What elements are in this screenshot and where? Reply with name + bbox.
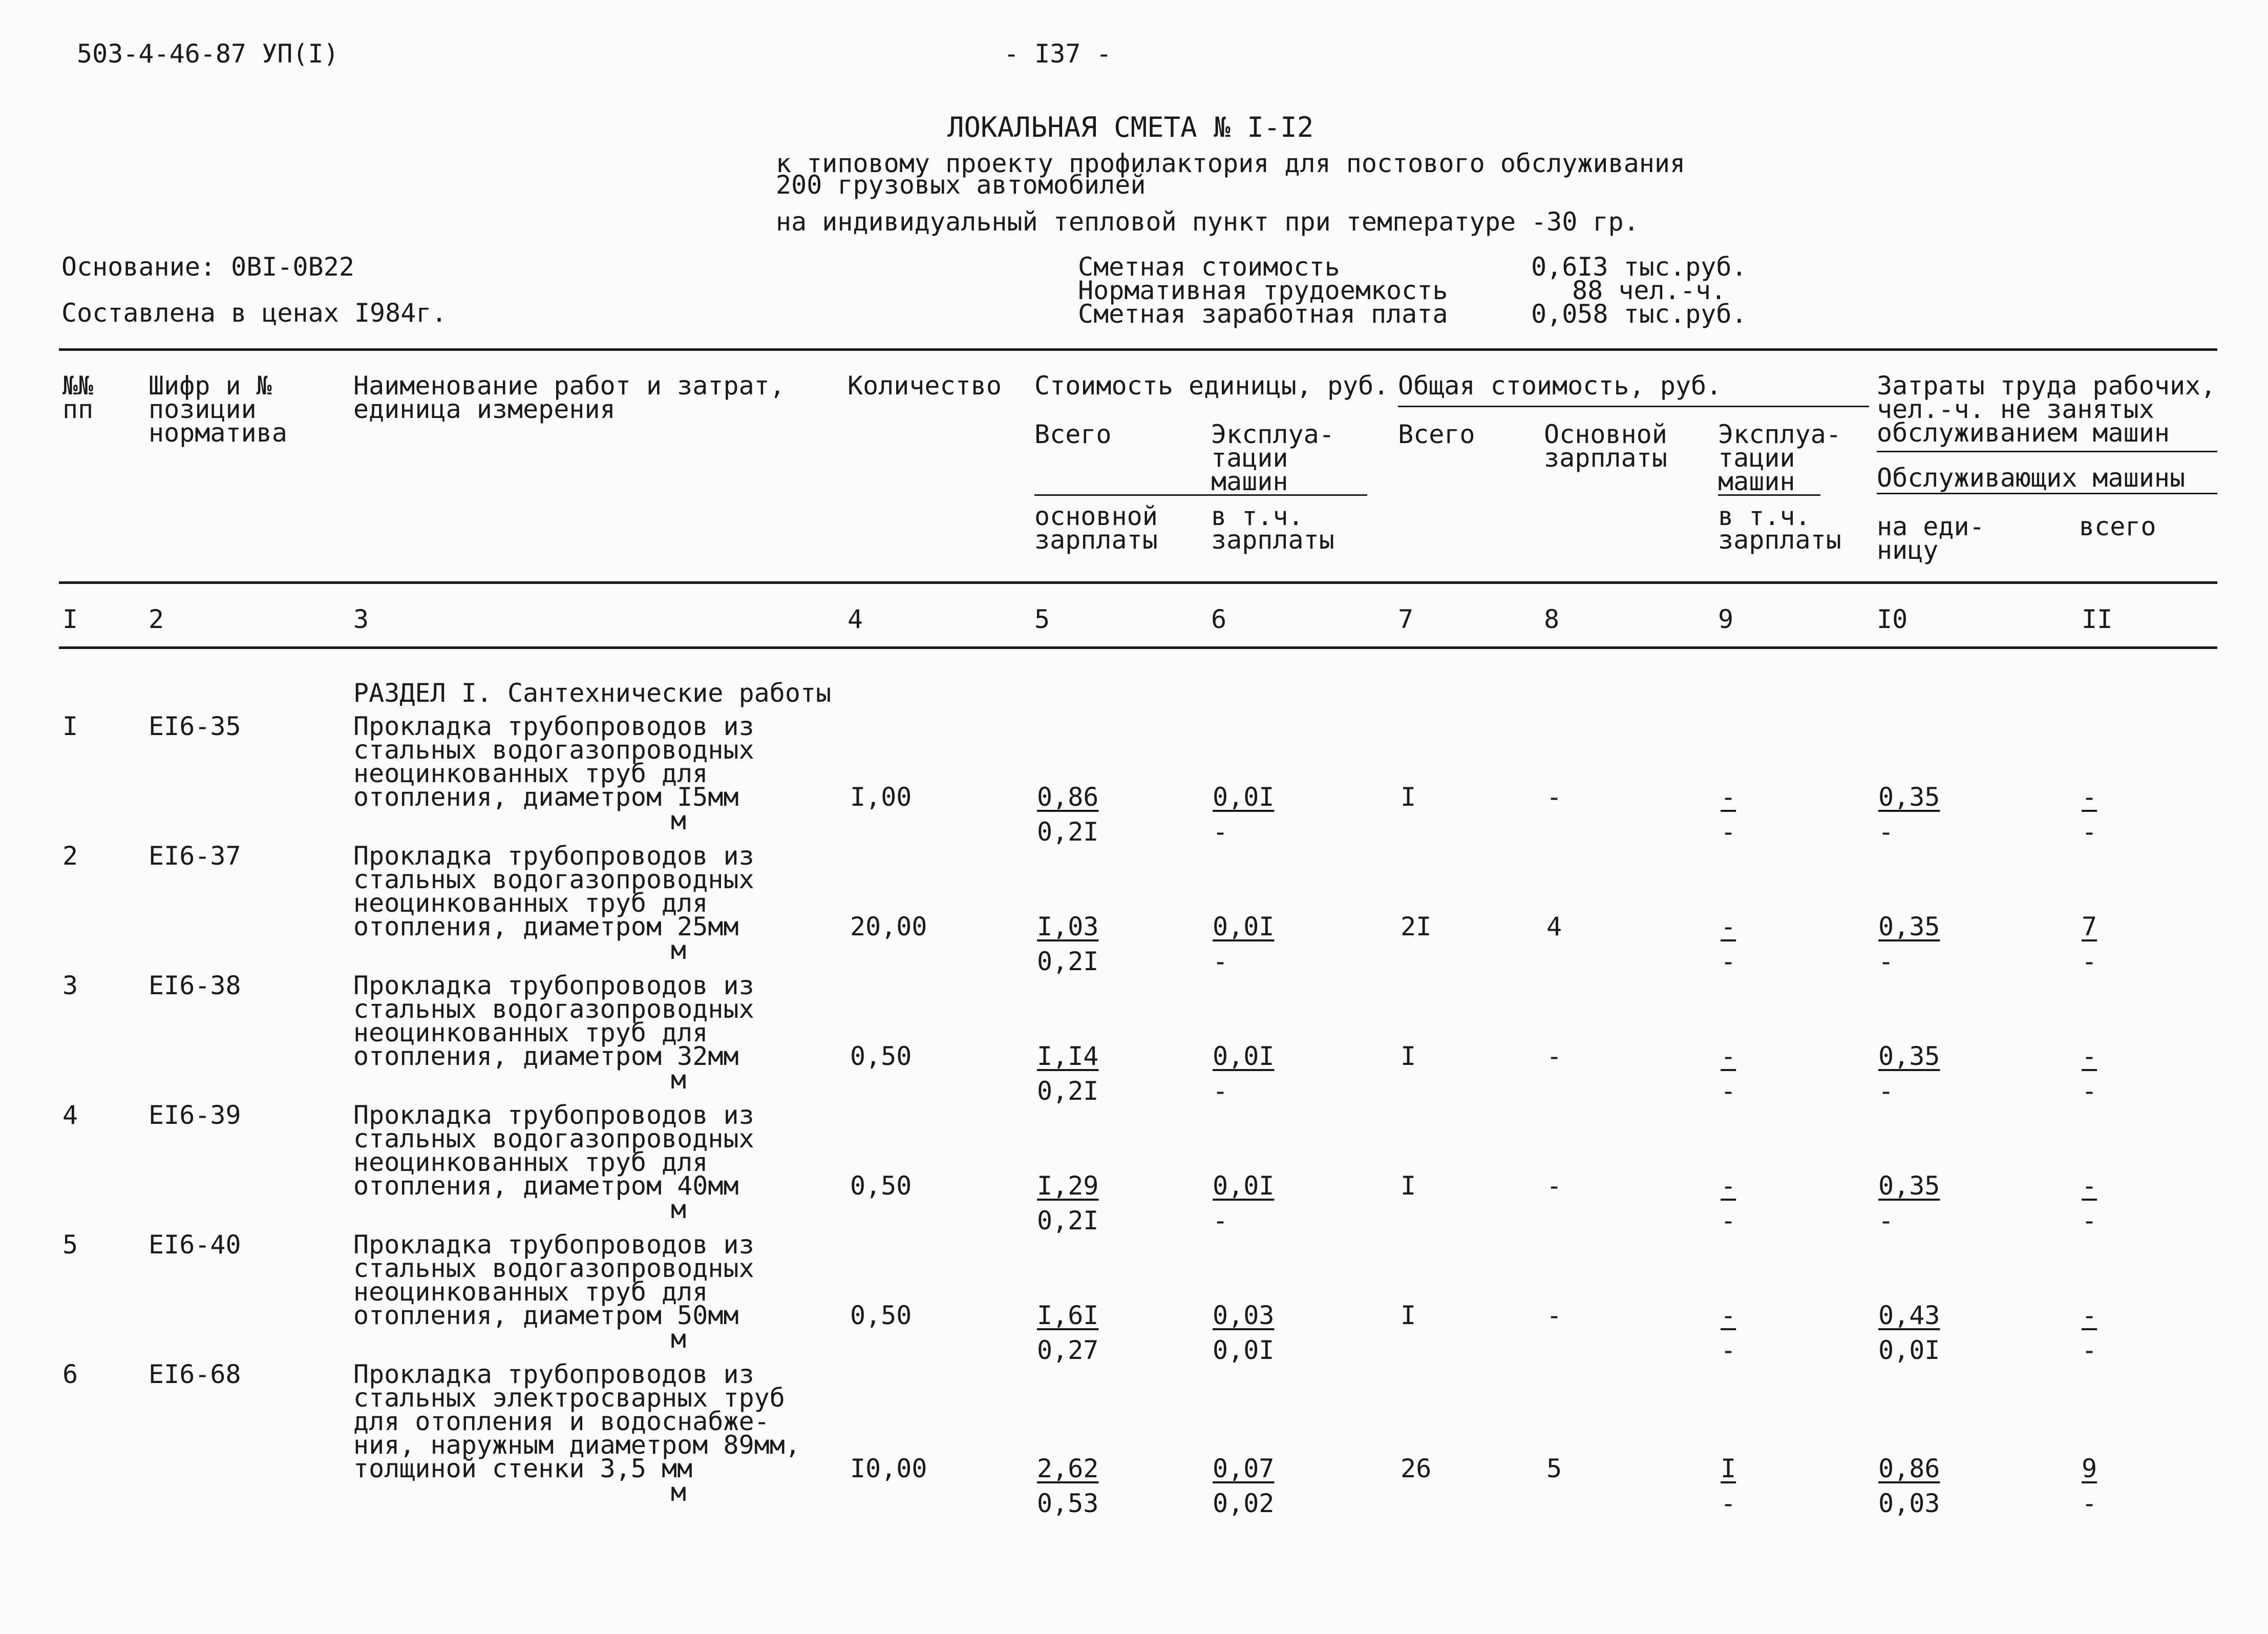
prices-text: Составлена в ценах I984г. <box>61 298 447 328</box>
col-header-labor-total: всего <box>2079 512 2156 541</box>
row-unit-machine-wage: 0,02 <box>1213 1489 1275 1518</box>
section-title: РАЗДЕЛ I. Сантехнические работы <box>353 678 832 708</box>
row-labor-unit-serving: 0,0I <box>1878 1335 1940 1365</box>
row-description-line: Прокладка трубопроводов из <box>353 841 754 871</box>
row-total: I <box>1401 782 1416 812</box>
row-description-line: отопления, диаметром 32мм <box>353 1041 739 1071</box>
col-header-total-wage: Основной зарплаты <box>1544 420 1667 473</box>
row-number: 5 <box>62 1230 78 1260</box>
title-line-3: на индивидуальный тепловой пункт при температуре -30 гр. <box>776 207 1639 237</box>
row-description-line: отопления, диаметром 50мм <box>353 1301 739 1330</box>
row-description-line: стальных водогазопроводных <box>353 994 754 1024</box>
header-rule-total-cost <box>1398 406 1869 407</box>
row-unit-machine-wage: - <box>1213 1076 1228 1106</box>
row-labor-unit-serving: 0,03 <box>1878 1489 1940 1518</box>
col-header-number: №№ пп <box>62 371 94 424</box>
row-unit-total: 0,86 <box>1037 782 1099 812</box>
row-unit: м <box>670 806 686 835</box>
wage-label: Сметная заработная плата <box>1078 299 1448 329</box>
row-unit: м <box>670 1324 686 1354</box>
row-total-wage: 4 <box>1546 912 1562 941</box>
row-unit-wage: 0,2I <box>1037 1076 1099 1106</box>
row-description-line: неоцинкованных труб для <box>353 888 708 918</box>
row-description-line: неоцинкованных труб для <box>353 1277 708 1307</box>
row-total: I <box>1401 1301 1416 1330</box>
table-top-rule <box>59 348 2217 351</box>
page-number: - I37 - <box>1004 39 1112 69</box>
col-num-3: 3 <box>353 604 369 634</box>
row-unit: м <box>670 1477 686 1507</box>
cost-value: 0,6I3 тыс.руб. <box>1531 252 1747 282</box>
row-labor-total-serving: - <box>2082 1489 2097 1518</box>
row-labor-total: - <box>2082 782 2097 812</box>
row-description <box>353 1359 800 1483</box>
row-unit-machine-wage: - <box>1213 947 1228 976</box>
row-unit-wage: 0,27 <box>1037 1335 1099 1365</box>
row-unit-total: I,6I <box>1037 1301 1099 1330</box>
row-code: EI6-37 <box>149 841 241 871</box>
col-num-11: II <box>2082 604 2113 634</box>
row-unit-machines: 0,0I <box>1213 912 1275 941</box>
row-labor-total-serving: - <box>2082 1206 2097 1235</box>
row-description-line: Прокладка трубопроводов из <box>353 1100 754 1130</box>
row-unit-machine-wage: - <box>1213 817 1228 847</box>
row-labor-unit-serving: - <box>1878 817 1894 847</box>
col-header-total-machine-wage: в т.ч. зарплаты <box>1718 501 1841 555</box>
col-header-unit-machines: Эксплуа- тации машин <box>1211 420 1334 496</box>
row-labor-unit-serving: - <box>1878 947 1894 976</box>
row-description-line: ния, наружным диаметром 89мм, <box>353 1430 800 1460</box>
row-total-machines: - <box>1721 1301 1736 1330</box>
row-labor-unit-serving: - <box>1878 1076 1894 1106</box>
row-number: 6 <box>62 1359 78 1389</box>
row-total-machines: - <box>1721 912 1736 941</box>
row-quantity: 0,50 <box>850 1301 912 1330</box>
row-labor-unit: 0,86 <box>1878 1454 1940 1483</box>
row-labor-total: - <box>2082 1041 2097 1071</box>
document-code: 503-4-46-87 УП(I) <box>77 39 339 69</box>
col-header-labor-unit: на еди- ницу <box>1877 512 1985 565</box>
header-rule-unit-cost <box>1034 494 1367 496</box>
labor-value: 88 чел.-ч. <box>1572 276 1727 305</box>
col-header-name: Наименование работ и затрат, единица измерения <box>353 371 785 424</box>
row-description-line: Прокладка трубопроводов из <box>353 1230 754 1260</box>
row-total-wage: - <box>1546 782 1562 812</box>
header-rule-labor-serving <box>1877 493 2217 494</box>
row-code: EI6-39 <box>149 1100 241 1130</box>
row-total-machine-wage: - <box>1721 1076 1736 1106</box>
row-unit-wage: 0,53 <box>1037 1489 1099 1518</box>
row-total-machines: - <box>1721 782 1736 812</box>
col-num-7: 7 <box>1398 604 1414 634</box>
row-total-wage: - <box>1546 1171 1562 1201</box>
row-labor-total-serving: - <box>2082 817 2097 847</box>
col-header-total-cost: Общая стоимость, руб. <box>1398 371 1722 401</box>
row-unit-machines: 0,03 <box>1213 1301 1275 1330</box>
row-description-line: отопления, диаметром I5мм <box>353 782 739 812</box>
row-unit-machine-wage: - <box>1213 1206 1228 1235</box>
row-description <box>353 1100 773 1201</box>
row-code: EI6-35 <box>149 711 241 741</box>
row-description-line: стальных электросварных труб <box>353 1383 785 1413</box>
row-labor-unit: 0,35 <box>1878 912 1940 941</box>
row-number: I <box>62 711 78 741</box>
row-unit-wage: 0,2I <box>1037 817 1099 847</box>
row-unit-wage: 0,2I <box>1037 1206 1099 1235</box>
header-rule-labor <box>1877 451 2217 452</box>
cost-label: Сметная стоимость <box>1078 252 1340 282</box>
col-header-unit-total: Всего <box>1034 420 1112 449</box>
row-labor-unit: 0,35 <box>1878 782 1940 812</box>
title-line-1: к типовому проекту профилактория для постового обслуживания <box>776 149 1686 178</box>
row-unit-machines: 0,0I <box>1213 1041 1275 1071</box>
row-code: EI6-68 <box>149 1359 241 1389</box>
row-description <box>353 1230 773 1330</box>
row-unit: м <box>670 935 686 965</box>
row-labor-total: 7 <box>2082 912 2097 941</box>
row-unit: м <box>670 1195 686 1224</box>
row-unit-total: I,I4 <box>1037 1041 1099 1071</box>
row-quantity: I0,00 <box>850 1454 927 1483</box>
row-quantity: I,00 <box>850 782 912 812</box>
row-description-line: отопления, диаметром 40мм <box>353 1171 739 1201</box>
row-labor-unit-serving: - <box>1878 1206 1894 1235</box>
row-unit-machines: 0,0I <box>1213 1171 1275 1201</box>
title-line-2: 200 грузовых автомобилей <box>776 170 1146 200</box>
row-total: I <box>1401 1041 1416 1071</box>
row-description-line: стальных водогазопроводных <box>353 1253 754 1283</box>
row-unit-total: I,03 <box>1037 912 1099 941</box>
row-description-line: стальных водогазопроводных <box>353 865 754 894</box>
col-header-total-all: Всего <box>1398 420 1475 449</box>
row-labor-total-serving: - <box>2082 1076 2097 1106</box>
row-code: EI6-40 <box>149 1230 241 1260</box>
row-description <box>353 971 773 1071</box>
row-description-line: Прокладка трубопроводов из <box>353 711 754 741</box>
row-quantity: 0,50 <box>850 1171 912 1201</box>
row-code: EI6-38 <box>149 971 241 1000</box>
col-num-2: 2 <box>149 604 164 634</box>
row-total: I <box>1401 1171 1416 1201</box>
col-header-code: Шифр и № позиции норматива <box>149 371 287 448</box>
col-header-labor-serving: Обслуживающих машины <box>1877 463 2186 493</box>
row-description-line: толщиной стенки 3,5 мм <box>353 1454 693 1483</box>
row-unit-total: I,29 <box>1037 1171 1099 1201</box>
row-total-machines: - <box>1721 1041 1736 1071</box>
row-labor-total: - <box>2082 1171 2097 1201</box>
row-description-line: стальных водогазопроводных <box>353 1124 754 1154</box>
row-total-machine-wage: - <box>1721 947 1736 976</box>
row-description <box>353 711 773 812</box>
row-quantity: 20,00 <box>850 912 927 941</box>
row-unit-wage: 0,2I <box>1037 947 1099 976</box>
row-unit-machines: 0,07 <box>1213 1454 1275 1483</box>
col-num-9: 9 <box>1718 604 1734 634</box>
row-description-line: неоцинкованных труб для <box>353 1018 708 1048</box>
row-total-machine-wage: - <box>1721 817 1736 847</box>
row-number: 4 <box>62 1100 78 1130</box>
col-num-4: 4 <box>847 604 863 634</box>
row-labor-total-serving: - <box>2082 947 2097 976</box>
row-total-wage: - <box>1546 1041 1562 1071</box>
basis-text: Основание: 0BI-0B22 <box>61 252 354 282</box>
row-unit-total: 2,62 <box>1037 1454 1099 1483</box>
col-header-labor: Затраты труда рабочих, чел.-ч. не занятых обслуживанием машин <box>1877 371 2216 448</box>
col-header-unit-wage: основной зарплаты <box>1034 501 1158 555</box>
row-description-line: неоцинкованных труб для <box>353 1147 708 1177</box>
row-labor-total-serving: - <box>2082 1335 2097 1365</box>
row-number: 2 <box>62 841 78 871</box>
row-description-line: Прокладка трубопроводов из <box>353 1359 754 1389</box>
row-unit-machines: 0,0I <box>1213 782 1275 812</box>
row-description-line: отопления, диаметром 25мм <box>353 912 739 941</box>
col-header-quantity: Количество <box>847 371 1002 401</box>
col-num-1: I <box>62 604 78 634</box>
col-num-6: 6 <box>1211 604 1227 634</box>
row-description-line: Прокладка трубопроводов из <box>353 971 754 1000</box>
row-labor-unit: 0,35 <box>1878 1171 1940 1201</box>
col-header-unit-machine-wage: в т.ч. зарплаты <box>1211 501 1334 555</box>
column-numbers-rule <box>59 646 2217 649</box>
wage-value: 0,058 тыс.руб. <box>1531 299 1747 329</box>
row-labor-unit: 0,43 <box>1878 1301 1940 1330</box>
row-total-machines: - <box>1721 1171 1736 1201</box>
row-number: 3 <box>62 971 78 1000</box>
row-total-wage: - <box>1546 1301 1562 1330</box>
row-unit: м <box>670 1065 686 1095</box>
row-total-machine-wage: - <box>1721 1489 1736 1518</box>
row-labor-unit: 0,35 <box>1878 1041 1940 1071</box>
row-unit-machine-wage: 0,0I <box>1213 1335 1275 1365</box>
document-title: ЛОКАЛЬНАЯ СМЕТА № I-I2 <box>947 111 1314 143</box>
col-num-5: 5 <box>1034 604 1050 634</box>
col-num-10: I0 <box>1877 604 1908 634</box>
row-description-line: для отопления и водоснабже- <box>353 1407 770 1436</box>
row-description-line: стальных водогазопроводных <box>353 735 754 765</box>
header-bottom-rule <box>59 581 2217 584</box>
row-quantity: 0,50 <box>850 1041 912 1071</box>
row-total-machine-wage: - <box>1721 1335 1736 1365</box>
col-header-unit-cost: Стоимость единицы, руб. <box>1034 371 1389 401</box>
row-total-machine-wage: - <box>1721 1206 1736 1235</box>
col-header-total-machines: Эксплуа- тации машин <box>1718 420 1841 496</box>
row-total-wage: 5 <box>1546 1454 1562 1483</box>
row-description-line: неоцинкованных труб для <box>353 759 708 788</box>
row-total-machines: I <box>1721 1454 1736 1483</box>
row-description <box>353 841 773 941</box>
row-total: 26 <box>1401 1454 1432 1483</box>
header-rule-total-machines <box>1718 494 1820 496</box>
row-labor-total: - <box>2082 1301 2097 1330</box>
row-labor-total: 9 <box>2082 1454 2097 1483</box>
row-total: 2I <box>1401 912 1432 941</box>
labor-label: Нормативная трудоемкость <box>1078 276 1448 305</box>
col-num-8: 8 <box>1544 604 1560 634</box>
